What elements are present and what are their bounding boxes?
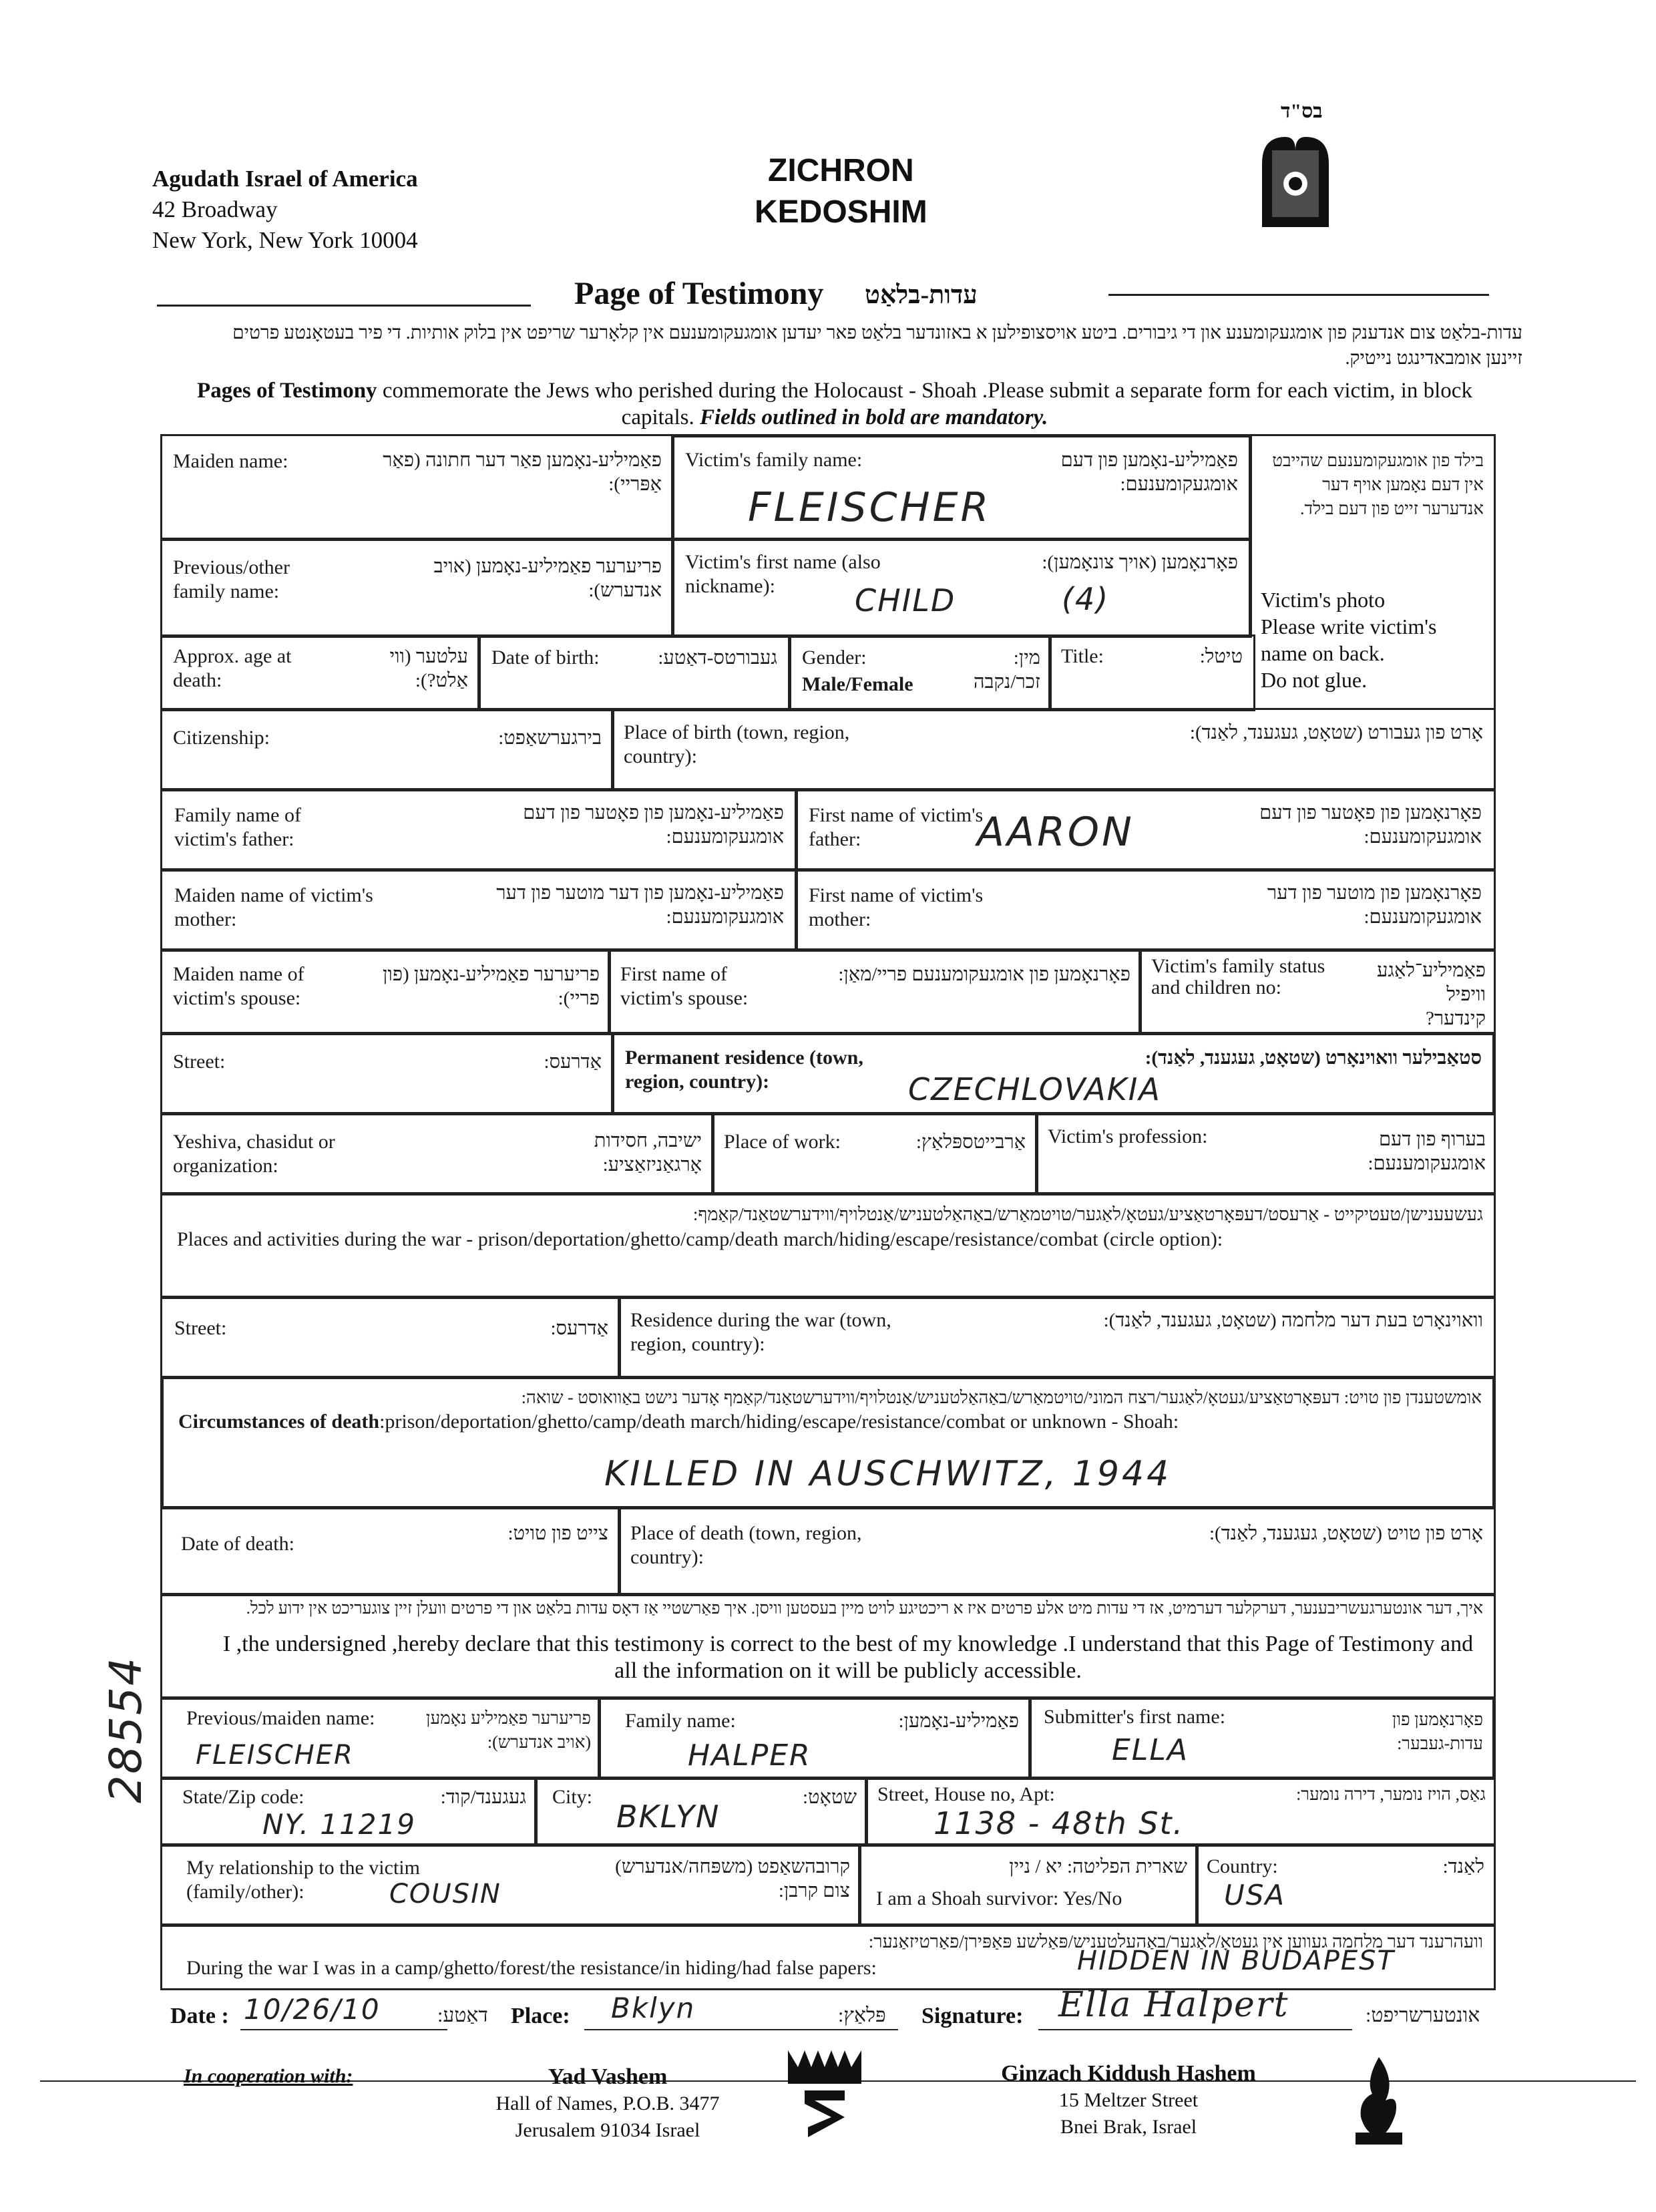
title-line-2: KEDOSHIM [755,194,927,230]
photo-line-4: Do not glue. [1261,668,1368,692]
submitter-family-name-label: Family name: [625,1710,736,1732]
submitter-state-zip-value: NY. 11219 [262,1808,416,1841]
war-residence-label: Residence during the war (town, region, country): [630,1309,891,1355]
photo-instructions-he: בילד פון אומגעקומענעם שהייבט אין דעם נאָמען אויף דער אנדערער זייט פון דעם בילד. [1272,451,1484,518]
citizenship-cell[interactable] [160,708,614,791]
victim-first-name-cell[interactable] [671,538,1252,638]
submitter-street-label: Street, House no, Apt: [877,1783,1055,1805]
declaration-he: איך, דער אונטערגעשריבענער, דערקלער דערמיט, אז די עדות מיט אלע פרטים איז א ריכטיגע לויט מיין בעסטען וויסן. איך פאַרשטיי אַז דאָס עדות בלאַט און די פרטים וועלן זיין צוגעריכט אין ידוע לכל. [246,1600,1483,1618]
yad-vashem-block [441,2064,775,2144]
page-title-hebrew: עדות-בלאַט [865,281,978,309]
submitter-survivor-he: שארית הפליטה: יא / ניין [1009,1856,1187,1877]
previous-family-name-cell[interactable] [160,538,674,638]
yeshiva-label: Yeshiva, chasidut or organization: [173,1131,335,1177]
circumstances-title: Circumstances of death [178,1411,380,1433]
yv-name: Yad Vashem [548,2064,668,2089]
submitter-during-war-value: HIDDEN IN BUDAPEST [1077,1946,1395,1976]
profession-cell[interactable] [1035,1112,1496,1195]
signature-line [1038,2029,1352,2030]
date-line [240,2029,447,2030]
spouse-first-name-label: First name of victim's spouse: [620,963,749,1009]
signature-he: אונטערשריפט: [1366,2004,1480,2026]
place-value[interactable]: Bklyn [611,1992,696,2024]
title-he: טיטל: [1199,646,1243,667]
mother-maiden-name-label: Maiden name of victim's mother: [174,884,373,930]
father-first-name-cell[interactable] [795,788,1496,872]
victim-family-name-value: FLEISCHER [748,484,992,531]
approx-age-label: Approx. age at death: [173,645,292,691]
submitter-street-cell[interactable] [865,1777,1496,1847]
submitter-during-war-label: During the war I was in a camp/ghetto/forest/the resistance/in hiding/had false papers: [186,1957,877,1979]
title-line-1: ZICHRON [768,153,914,188]
gender-he: מין: זכר/נקבה [973,647,1040,693]
submitter-family-name-value: HALPER [688,1738,811,1773]
profession-label: Victim's profession: [1048,1125,1208,1147]
date-of-death-cell[interactable] [160,1506,621,1596]
profession-he: בערוף פון דעם אומגעקומענעם: [1368,1129,1486,1174]
org-address-1: 42 Broadway [152,196,278,222]
victim-first-name-he: פאָרנאָמען (אויך צונאָמען): [1042,552,1238,573]
mother-maiden-name-he: פאַמיליע-נאָמען פון דער מוטער פון דער אומגעקומענעם: [496,882,784,928]
place-he: פּלאַץ: [838,2004,886,2026]
circumstances-value: KILLED IN AUSCHWITZ, 1944 [604,1454,1172,1494]
circumstances-he: אומשטענדן פון טויט: דעפּאָרטאַציע/געטאָ/לאַגער/רצח המוני/טויטמאַרש/באַהאַלטעניש/אַנטלויף/ווידערשטאַנד/קאַמף אָדער נישט באַוואוסט - שואה: [521,1388,1482,1407]
submitter-previous-name-cell[interactable] [160,1696,601,1780]
yeshiva-cell[interactable] [160,1112,714,1195]
mother-first-name-label: First name of victim's mother: [809,884,984,930]
submitter-survivor-cell[interactable] [858,1843,1199,1927]
intro-body: commemorate the Jews who perished during the Holocaust - Shoah .Please submit a separate form for each victim, in block capitals. [377,379,1472,429]
maiden-name-label: Maiden name: [173,450,288,472]
war-residence-cell[interactable] [618,1296,1496,1379]
spouse-first-name-cell[interactable] [608,948,1142,1035]
place-of-work-cell[interactable] [711,1112,1038,1195]
place-of-work-he: אַרבייטספּלאַץ: [915,1131,1026,1153]
place-of-birth-he: אָרט פון געבורט (שטאָט, געגענד, לאַנד): [1189,722,1483,743]
gender-label: Gender: [802,647,867,669]
victim-family-name-he: פאַמיליע-נאָמען פון דעם אומגעקומענעם: [1060,449,1238,495]
victim-first-name-extra: (4) [1062,581,1110,617]
signature-value[interactable]: Ella Halpert [1058,1985,1289,2025]
submitter-previous-name-he: פריערער פאַמיליע נאָמען (אויב אנדערש): [425,1708,591,1752]
circumstances-options: :prison/deportation/ghetto/camp/death march/hiding/escape/resistance/combat or unknown - Shoah: [379,1411,1179,1433]
declaration-en: I ,the undersigned ,hereby declare that this testimony is correct to the best of my knowledge .I understand that this Page of Testimony and all the information on it will be publicly accessible. [222,1632,1474,1683]
family-status-label: Victim's family status and children no: [1151,955,1325,998]
war-street-cell[interactable] [160,1296,621,1379]
org-address-2: New York, New York 10004 [152,227,418,253]
submitter-relationship-value: COUSIN [389,1879,501,1909]
place-of-work-label: Place of work: [724,1131,841,1153]
date-of-death-label: Date of death: [181,1533,294,1555]
permanent-residence-value: CZECHLOVAKIA [908,1071,1161,1107]
title-rule-left [157,305,531,307]
spouse-maiden-name-he: פריערער פאַמיליע-נאָמען (פון פריי): [383,964,600,1009]
photo-line-3: name on back. [1261,641,1385,665]
title-label: Title: [1061,645,1104,667]
mother-maiden-name-cell[interactable] [160,868,798,952]
signature-label: Signature: [921,2004,1024,2028]
submitter-relationship-label: My relationship to the victim (family/other): [186,1857,420,1903]
approx-age-he: עלטער (ווי אַלט?): [389,646,468,691]
mother-first-name-he: פאָרנאָמען פון מוטער פון דער אומגעקומענעם: [1267,882,1482,928]
war-street-label: Street: [174,1317,227,1339]
circumstances-cell[interactable] [160,1376,1496,1509]
bsd-mark: בס"ד [1281,100,1323,122]
father-family-name-he: פאַמיליע-נאָמען פון פאָטער פון דעם אומגעקומענעם: [523,802,784,848]
intro-english [160,377,1509,431]
intro-mandatory: Fields outlined in bold are mandatory. [699,405,1048,429]
victim-first-name-label: Victim's first name (also nickname): [685,551,881,597]
war-street-he: אַדרעס: [550,1318,608,1339]
signature-row [170,1985,1499,2050]
permanent-residence-he: סטאַבילער וואוינאָרט (שטאָט, געגענד, לאַנד): [1145,1047,1482,1069]
submitter-family-name-cell[interactable] [598,1696,1032,1780]
gender-cell[interactable] [788,634,1052,711]
gk-addr-2: Bnei Brak, Israel [1060,2116,1197,2138]
yad-vashem-logo [781,2044,868,2144]
father-first-name-label: First name of victim's father: [809,804,984,850]
submitter-city-he: שטאָט: [802,1787,857,1808]
submitter-city-value: BKLYN [616,1799,720,1835]
org-block [152,164,418,256]
submitter-state-zip-label: State/Zip code: [182,1786,304,1808]
yv-addr-1: Hall of Names, P.O.B. 3477 [495,2092,720,2114]
date-of-birth-cell[interactable] [477,634,791,711]
submitter-family-name-he: פאַמיליע-נאָמען: [898,1710,1019,1732]
previous-family-name-label: Previous/other family name: [173,556,290,602]
submitter-street-he: גאַס, הויז נומער, דירה נומער: [1296,1785,1486,1804]
title-rule-right [1108,294,1489,296]
places-activities-he: געשעענישן/טעטיקייט - אַרעסט/דעפּאָרטאַציע/געטאָ/לאַגער/טויטמאַרש/באַהאַלטעניש/אַנטלויף/ווידערשטאַנד/קאַמף: [692,1204,1483,1224]
submitter-during-war-cell[interactable] [160,1923,1496,1990]
date-of-birth-he: געבורטס-דאַטע: [658,647,777,669]
maiden-name-cell[interactable] [160,434,674,541]
date-he: דאַטע: [437,2004,488,2026]
org-name: Agudath Israel of America [152,166,418,192]
date-of-birth-label: Date of birth: [491,647,600,669]
date-value[interactable]: 10/26/10 [244,1993,381,2026]
permanent-residence-cell[interactable] [611,1032,1496,1115]
mother-first-name-cell[interactable] [795,868,1496,952]
submitter-previous-name-label: Previous/maiden name: [186,1707,375,1729]
submitter-country-he: לאַנד: [1442,1856,1484,1877]
submitter-first-name-cell[interactable] [1028,1696,1496,1780]
place-label: Place: [511,2004,570,2028]
approx-age-cell[interactable] [160,634,481,711]
yeshiva-he: ישיבה, חסידות אָרגאַניזאַציע: [594,1130,702,1175]
place-of-birth-label: Place of birth (town, region, country): [624,721,850,767]
family-status-cell[interactable] [1138,948,1496,1035]
margin-note: 28554 [100,1656,152,1803]
submitter-state-zip-cell[interactable] [160,1777,538,1847]
citizenship-label: Citizenship: [173,727,270,749]
title-cell[interactable] [1048,634,1255,711]
spouse-maiden-name-label: Maiden name of victim's spouse: [173,963,304,1009]
victim-family-name-cell[interactable] [671,434,1252,541]
photo-cell [1255,434,1496,701]
submitter-previous-name-value: FLEISCHER [196,1740,354,1771]
place-of-death-cell[interactable] [618,1506,1496,1596]
street-he: אַדרעס: [544,1051,602,1073]
submitter-first-name-he: פאָרנאָמען פון עדות-געבער: [1392,1710,1483,1753]
photo-line-1: Victim's photo [1261,588,1386,612]
gk-addr-1: 15 Meltzer Street [1058,2089,1199,2111]
father-first-name-value: AARON [977,809,1134,856]
permanent-residence-label: Permanent residence (town, region, country): [625,1047,863,1093]
submitter-country-value: USA [1224,1879,1286,1911]
submitter-state-zip-he: געגענד/קוד: [440,1787,526,1808]
yv-addr-2: Jerusalem 91034 Israel [515,2119,700,2141]
maiden-name-he: פאַמיליע-נאָמען פאַר דער חתונה (פאַר אַפּריי): [383,449,662,495]
previous-family-name-he: פריערער פאַמיליע-נאָמען (אויב אנדערש): [433,556,662,601]
submitter-street-value: 1138 - 48th St. [934,1805,1185,1841]
submitter-country-cell[interactable] [1195,1843,1496,1927]
program-title [755,150,927,233]
street-label: Street: [173,1051,226,1073]
date-label: Date : [170,2004,229,2028]
places-activities-cell[interactable] [160,1192,1496,1299]
intro-hebrew: עדות-בלאַט צום אנדענק פון אומגעקומענע און די גיבורים. ביטע אויסצופילען א באזונדער בלאַט פאר יעדען אומגעקומענעם אין קלאָרער שריפט אין בלוק אותיות. די פיר בעטאָנטע פרטים זיינען אומבאדינגט נייטיק. [232,323,1522,369]
submitter-country-label: Country: [1207,1855,1278,1877]
father-family-name-label: Family name of victim's father: [174,804,301,850]
spouse-maiden-name-cell[interactable] [160,948,611,1035]
circumstances-label [178,1410,1487,1434]
submitter-survivor-label: I am a Shoah survivor: Yes/No [876,1887,1122,1909]
family-status-he: פאַמיליע־לאַגע וויפיל קינדער? [1376,960,1486,1029]
place-line [584,2029,898,2030]
page-title: Page of Testimony [574,276,824,311]
gender-options: Male/Female [802,673,913,695]
tablets-logo [1255,130,1335,230]
flame-logo [1349,2054,1409,2147]
war-residence-he: וואוינאָרט בעת דער מלחמה (שטאָט, געגענד, לאַנד): [1103,1310,1483,1331]
victim-first-name-value: CHILD [855,582,956,618]
submitter-relationship-he: קרובהשאַפט (משפּחה/אנדערש) צום קרבן: [615,1856,850,1901]
place-of-death-label: Place of death (town, region, country): [630,1522,862,1568]
victim-family-name-label: Victim's family name: [685,449,863,471]
submitter-city-label: City: [552,1786,593,1808]
submitter-first-name-label: Submitter's first name: [1044,1706,1226,1728]
date-of-death-he: צייט פון טויט: [507,1523,608,1544]
intro-lead: Pages of Testimony [197,379,377,403]
place-of-birth-cell[interactable] [611,708,1496,791]
citizenship-he: בירגערשאַפט: [498,727,602,749]
places-activities-label: Places and activities during the war - prison/deportation/ghetto/camp/death march/hiding/escape/resistance/combat (circle option): [177,1228,1223,1250]
photo-instructions-en [1261,586,1436,693]
father-first-name-he: פאָרנאָמען פון פאָטער פון דעם אומגעקומענעם: [1259,802,1482,848]
place-of-death-he: אָרט פון טויט (שטאָט, געגענד, לאַנד): [1209,1523,1483,1544]
cooperation-label: In cooperation with: [184,2065,353,2087]
gk-name: Ginzach Kiddush Hashem [1001,2061,1256,2086]
street-cell[interactable] [160,1032,614,1115]
submitter-relationship-cell[interactable] [160,1843,861,1927]
submitter-first-name-value: ELLA [1112,1733,1189,1767]
spouse-first-name-he: פאָרנאָמען פון אומגעקומענעם פריי/מאַן: [838,964,1130,985]
submitter-during-war-he: וועהרענד דער מלחמה געווען אין געטאָ/לאַגער/באַהעלטעניש/פּאַלשע פּאַפּירן/פאַרטיזאַנער: [868,1931,1483,1952]
father-family-name-cell[interactable] [160,788,798,872]
photo-line-2: Please write victim's [1261,614,1437,638]
submitter-city-cell[interactable] [534,1777,868,1847]
ginzach-block [948,2060,1309,2141]
